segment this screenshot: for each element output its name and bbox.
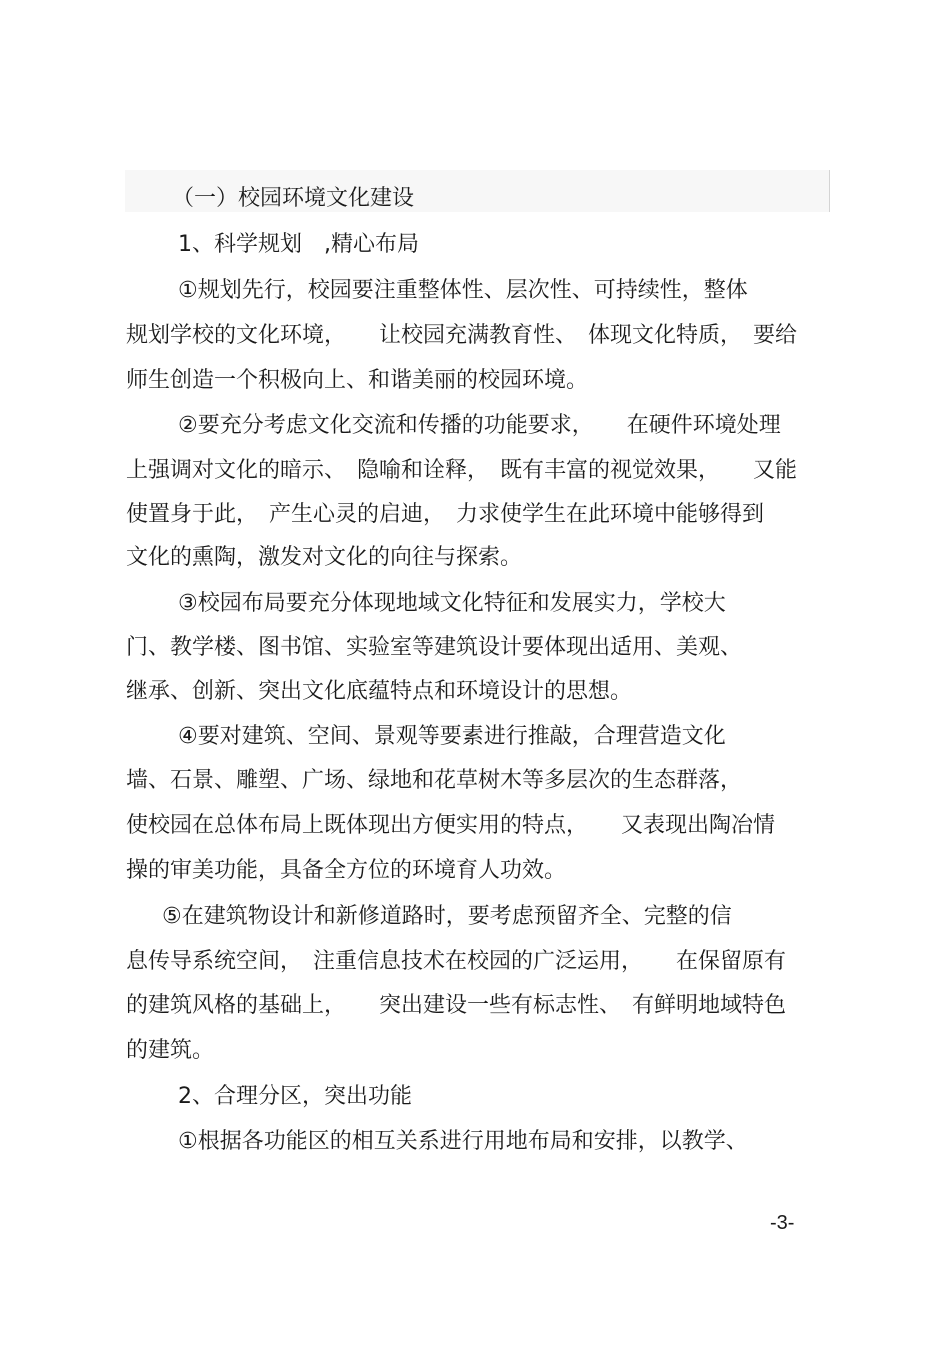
page-number: -3- — [770, 1212, 795, 1234]
paragraph-line: 师生创造一个积极向上、和谐美丽的校园环境。 — [126, 368, 589, 393]
paragraph-line: 的建筑风格的基础上， 突出建设一些有标志性、 有鲜明地域特色 — [126, 993, 787, 1018]
paragraph-line: 息传导系统空间， 注重信息技术在校园的广泛运用， 在保留原有 — [126, 949, 787, 974]
paragraph-line: ④要对建筑、空间、景观等要素进行推敲，合理营造文化 — [178, 724, 726, 749]
section-heading-band-edge — [829, 170, 830, 212]
subheading: 1、科学规划 ,精心布局 — [178, 232, 419, 257]
paragraph-line: ①根据各功能区的相互关系进行用地布局和安排，以教学、 — [178, 1129, 748, 1154]
paragraph-line: 墙、石景、雕塑、广场、绿地和花草树木等多层次的生态群落， — [126, 768, 743, 793]
paragraph-line: 文化的熏陶，激发对文化的向往与探索。 — [126, 545, 523, 570]
paragraph-line: ①规划先行，校园要注重整体性、层次性、可持续性，整体 — [178, 278, 748, 303]
paragraph-line: ②要充分考虑文化交流和传播的功能要求， 在硬件环境处理 — [178, 413, 781, 438]
paragraph-line: ③校园布局要充分体现地域文化特征和发展实力，学校大 — [178, 591, 726, 616]
section-heading: （一）校园环境文化建设 — [172, 186, 415, 211]
paragraph-line: 操的审美功能，具备全方位的环境育人功效。 — [126, 858, 567, 883]
paragraph-line: 使校园在总体布局上既体现出方便实用的特点， 又表现出陶冶情 — [126, 813, 776, 838]
paragraph-line: 门、教学楼、图书馆、实验室等建筑设计要体现出适用、美观、 — [126, 635, 743, 660]
paragraph-line: 的建筑。 — [126, 1038, 215, 1063]
paragraph-line: 上强调对文化的暗示、 隐喻和诠释， 既有丰富的视觉效果， 又能 — [126, 458, 798, 483]
paragraph-line: 继承、创新、突出文化底蕴特点和环境设计的思想。 — [126, 679, 633, 704]
paragraph-line: ⑤在建筑物设计和新修道路时，要考虑预留齐全、完整的信 — [162, 904, 732, 929]
subheading: 2、合理分区，突出功能 — [178, 1084, 412, 1109]
paragraph-line: 使置身于此， 产生心灵的启迪， 力求使学生在此环境中能够得到 — [126, 502, 765, 527]
paragraph-line: 规划学校的文化环境， 让校园充满教育性、 体现文化特质， 要给 — [126, 323, 798, 348]
